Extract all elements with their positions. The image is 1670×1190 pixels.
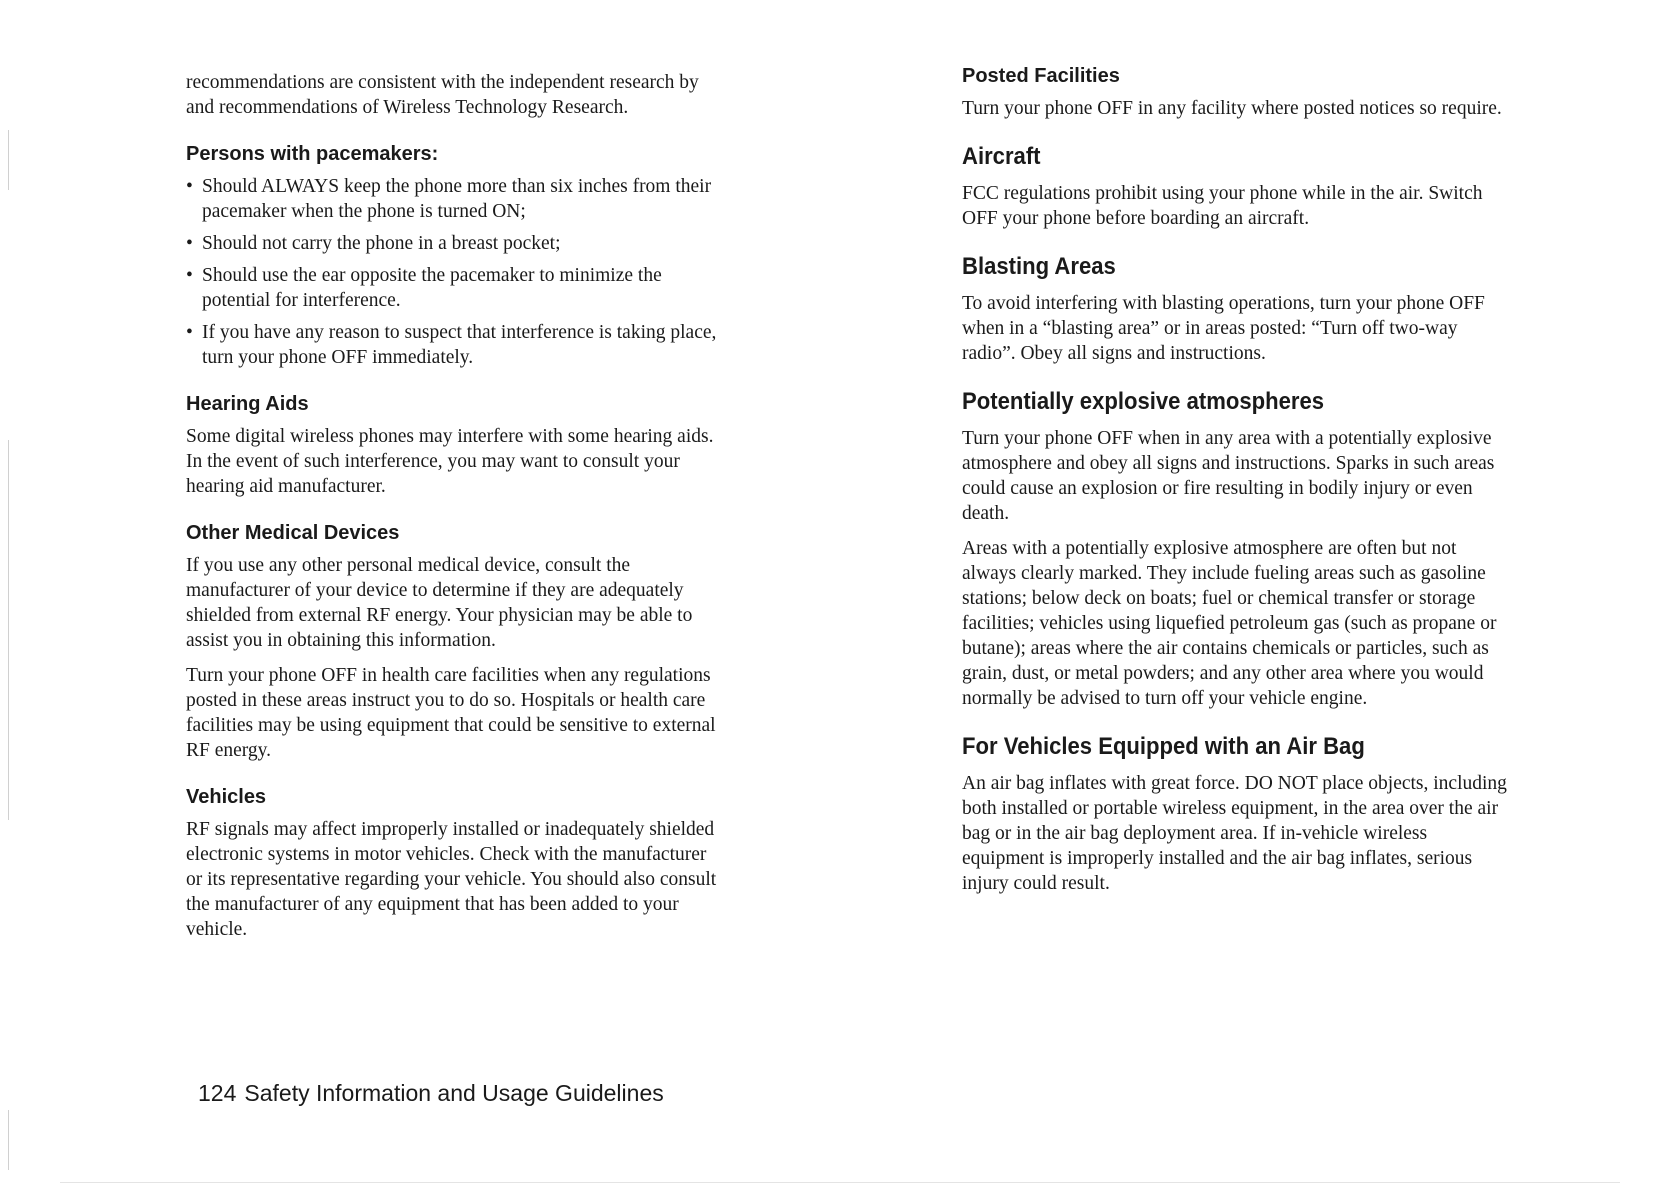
aircraft-heading: Aircraft bbox=[962, 143, 1041, 170]
scan-artifact bbox=[8, 130, 9, 190]
hearing-aids-text: Some digital wireless phones may interfere with some hearing aids. In the event of such interference, you may want to consult your hearing aid manufacturer. bbox=[186, 426, 714, 497]
blasting-areas-heading: Blasting Areas bbox=[962, 253, 1116, 280]
list-item bbox=[186, 174, 726, 224]
bullet-icon: • bbox=[186, 265, 193, 286]
other-medical-text-1: If you use any other personal medical device, consult the manufacturer of your device to determine if they are adequately shielded from external RF energy. Your physician may be able to assist you in obtaining this information. bbox=[186, 555, 693, 651]
air-bag-heading: For Vehicles Equipped with an Air Bag bbox=[962, 733, 1365, 760]
air-bag-text: An air bag inflates with great force. DO NOT place objects, including both installed or portable wireless equipment, in the area over the air bag or in the air bag deployment area. If in-vehicle wireless equipment is improperly installed and the air bag inflates, serious injury could result. bbox=[962, 773, 1507, 894]
right-page bbox=[962, 64, 1512, 906]
other-medical-heading: Other Medical Devices bbox=[186, 522, 400, 544]
list-item-text: Should use the ear opposite the pacemaker to minimize the potential for interference. bbox=[202, 265, 662, 311]
page-footer bbox=[198, 1080, 664, 1107]
explosive-atmospheres-heading: Potentially explosive atmospheres bbox=[962, 388, 1325, 415]
aircraft-text: FCC regulations prohibit using your phone while in the air. Switch OFF your phone before boarding an aircraft. bbox=[962, 183, 1483, 229]
bullet-icon: • bbox=[186, 233, 193, 254]
list-item-text: Should ALWAYS keep the phone more than six inches from their pacemaker when the phone is turned ON; bbox=[202, 176, 712, 222]
hearing-aids-heading: Hearing Aids bbox=[186, 393, 309, 415]
list-item bbox=[186, 231, 726, 256]
footer-title: Safety Information and Usage Guidelines bbox=[244, 1080, 664, 1106]
posted-facilities-heading: Posted Facilities bbox=[962, 65, 1120, 87]
vehicles-heading: Vehicles bbox=[186, 786, 267, 808]
explosive-atmospheres-text-1: Turn your phone OFF when in any area with a potentially explosive atmosphere and obey all signs and instructions. Sparks in such areas could cause an explosion or fire resulting in bodily injury or even death. bbox=[962, 428, 1495, 524]
page-number: 124 bbox=[198, 1080, 237, 1106]
bullet-icon: • bbox=[186, 322, 193, 343]
explosive-atmospheres-text-2: Areas with a potentially explosive atmosphere are often but not always clearly marked. They include fueling areas such as gasoline stations; below deck on boats; fuel or chemical transfer or storage facilities; vehicles using liquefied petroleum gas (such as propane or butane); areas where the air contains chemicals or particles, such as grain, dust, or metal powders; and any other area where you would normally be advised to turn off your vehicle engine. bbox=[962, 538, 1497, 709]
list-item bbox=[186, 263, 726, 313]
pacemakers-heading: Persons with pacemakers: bbox=[186, 143, 439, 165]
scan-artifact bbox=[8, 1110, 9, 1170]
list-item bbox=[186, 320, 726, 370]
intro-paragraph: recommendations are consistent with the independent research by and recommendations of Wireless Technology Research. bbox=[186, 72, 699, 118]
scan-artifact bbox=[8, 440, 9, 820]
vehicles-text: RF signals may affect improperly installed or inadequately shielded electronic systems in motor vehicles. Check with the manufacturer or its representative regarding your vehicle. You should also consult the manufacturer of any equipment that has been added to your vehicle. bbox=[186, 819, 717, 940]
pacemakers-list bbox=[186, 174, 726, 370]
left-page bbox=[186, 70, 726, 952]
list-item-text: Should not carry the phone in a breast pocket; bbox=[202, 233, 561, 254]
bullet-icon: • bbox=[186, 176, 193, 197]
posted-facilities-text: Turn your phone OFF in any facility where posted notices so require. bbox=[962, 98, 1502, 119]
blasting-areas-text: To avoid interfering with blasting operations, turn your phone OFF when in a “blasting area” or in areas posted: “Turn off two-way radio”. Obey all signs and instructions. bbox=[962, 293, 1485, 364]
other-medical-text-2: Turn your phone OFF in health care facilities when any regulations posted in these areas instruct you to do so. Hospitals or health care facilities may be using equipment that could be sensitive to external RF energy. bbox=[186, 665, 716, 761]
list-item-text: If you have any reason to suspect that interference is taking place, turn your phone OFF immediately. bbox=[202, 322, 717, 368]
scan-artifact bbox=[60, 1182, 1620, 1183]
